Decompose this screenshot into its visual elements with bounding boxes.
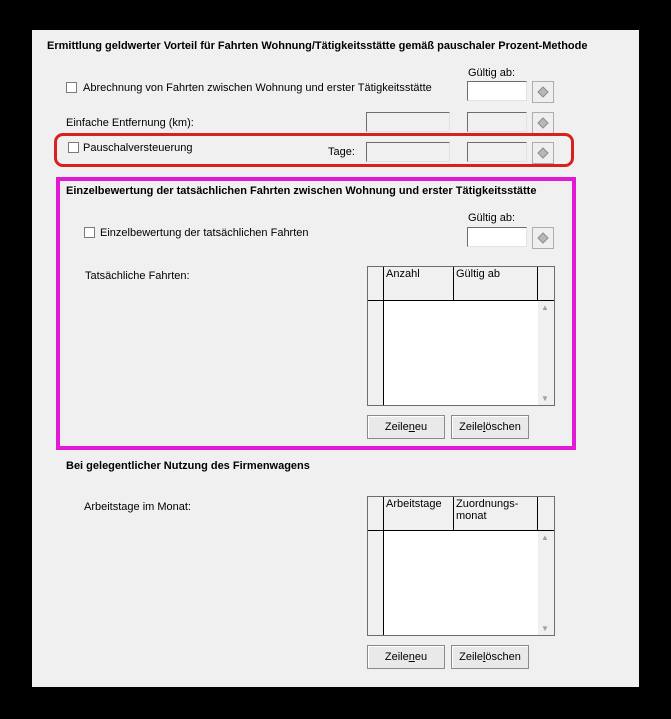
valid-from-label-1: Gültig ab: (468, 67, 516, 79)
workdays-grid[interactable] (367, 496, 555, 636)
section2-title: Einzelbewertung der tatsächlichen Fahrten zwischen Wohnung und erster Tätigkeitsstätte (66, 185, 537, 197)
distance-input[interactable] (366, 112, 450, 132)
distance-valid-from-input[interactable] (467, 112, 527, 132)
abrechnung-checkbox[interactable] (66, 82, 77, 93)
calendar-picker-icon[interactable] (532, 81, 554, 103)
scroll-up-icon[interactable]: ▲ (541, 533, 549, 542)
delete-row-label-pre: Zeile (459, 651, 483, 663)
new-row-label-pre: Zeile (384, 421, 409, 433)
workdays-label: Arbeitstage im Monat: (84, 501, 191, 513)
grid-column-header[interactable]: Zuordnungs- monat (454, 497, 538, 531)
grid-column-header[interactable]: Gültig ab (454, 267, 538, 301)
scroll-down-icon[interactable]: ▼ (541, 624, 549, 633)
grid-scrollbar[interactable] (538, 531, 554, 635)
new-row-button[interactable] (367, 645, 445, 669)
new-row-label-post: eu (414, 421, 428, 433)
delete-row-label-post: öschen (485, 421, 521, 433)
delete-row-label-pre: Zeile (459, 421, 483, 433)
pauschal-checkbox-label: Pauschalversteuerung (83, 142, 193, 154)
grid-column-header[interactable]: Anzahl (384, 267, 454, 301)
valid-from-input-1[interactable] (467, 81, 527, 101)
new-row-label-key: n (408, 421, 415, 433)
scroll-up-icon[interactable]: ▲ (541, 303, 549, 312)
grid-row-header (368, 531, 384, 635)
section3-title: Bei gelegentlicher Nutzung des Firmenwagens (66, 460, 310, 472)
grid-header-spacer (538, 497, 554, 531)
abrechnung-checkbox-label: Abrechnung von Fahrten zwischen Wohnung und erster Tätigkeitsstätte (83, 82, 432, 94)
delete-row-label-key: l (482, 421, 486, 433)
scroll-down-icon[interactable]: ▼ (541, 394, 549, 403)
distance-label: Einfache Entfernung (km): (66, 117, 194, 129)
valid-from-label-2: Gültig ab: (468, 212, 516, 224)
highlight-magenta-box (56, 177, 576, 450)
trips-label: Tatsächliche Fahrten: (85, 270, 190, 282)
delete-row-label-post: öschen (485, 651, 521, 663)
section1-title: Ermittlung geldwerter Vorteil für Fahrten Wohnung/Tätigkeitsstätte gemäß pauschaler Prozent-Methode (47, 40, 588, 52)
highlight-red-box (54, 133, 574, 167)
new-row-label-key: n (408, 651, 415, 663)
delete-row-button[interactable] (451, 645, 529, 669)
new-row-label-post: eu (414, 651, 428, 663)
days-label: Tage: (328, 146, 355, 158)
einzelbewertung-checkbox-label: Einzelbewertung der tatsächlichen Fahrten (100, 227, 309, 239)
grid-corner (368, 497, 384, 531)
calendar-picker-icon[interactable] (532, 112, 554, 134)
grid-column-header[interactable]: Arbeitstage (384, 497, 454, 531)
new-row-label-pre: Zeile (384, 651, 409, 663)
delete-row-label-key: l (482, 651, 486, 663)
